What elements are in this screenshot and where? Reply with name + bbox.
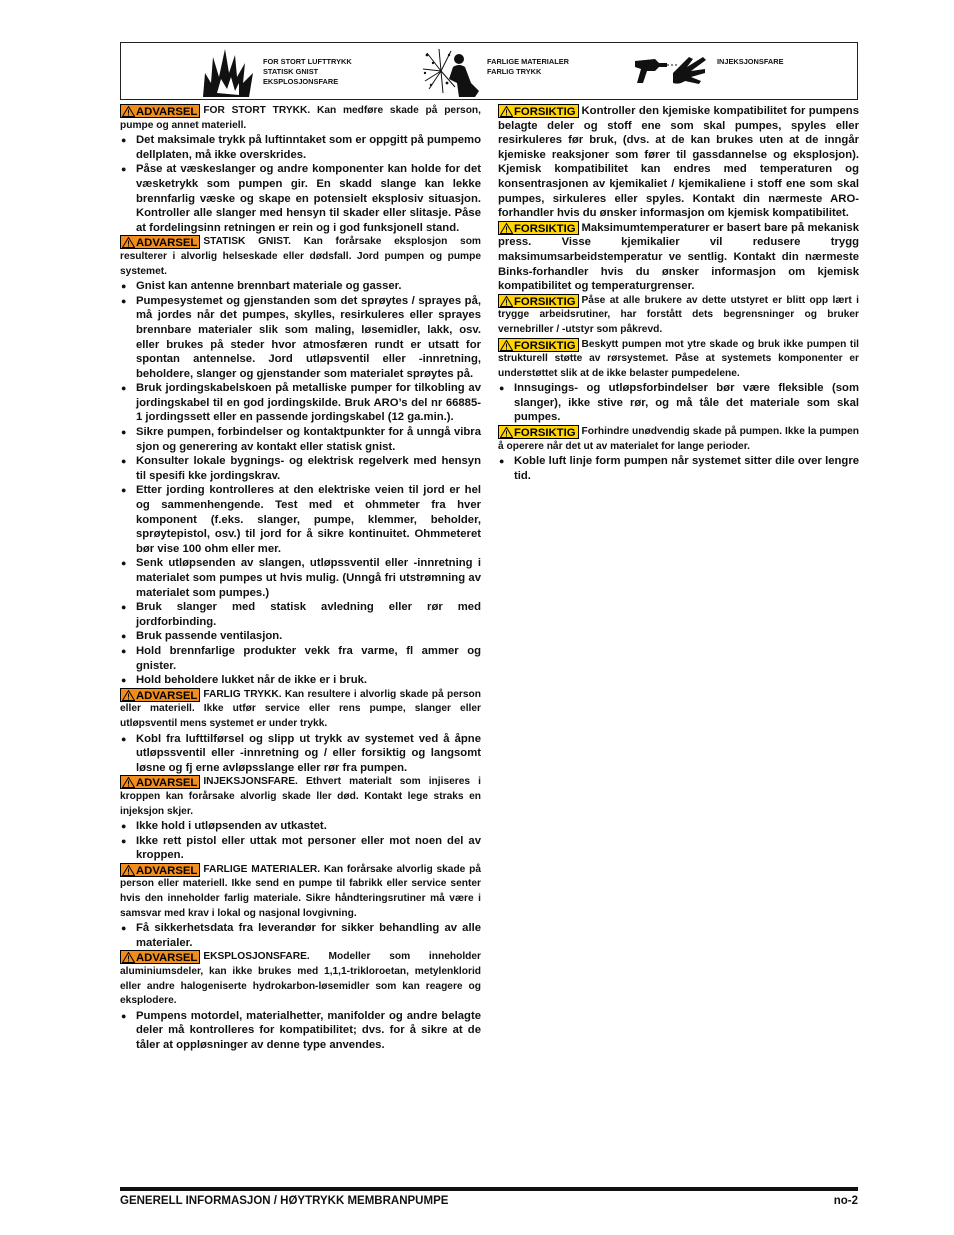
warning-triangle-icon — [122, 106, 135, 117]
warning-badge: ADVARSEL — [120, 950, 200, 964]
list-item: ● Etter jording kontrolleres at den elektriske veien til jord er hel og sammenhengende. Test med et ohmmeter fra hver komponent (f.eks. slanger, pumpe, klemmer, beholder, sprøytepistol, osv.) til jord for å sikre kontinuitet. Ohmmeteret bør vise 100 ohm eller mer. — [120, 483, 481, 556]
footer-rule — [120, 1187, 858, 1191]
hazardous-materials-icon — [419, 43, 481, 99]
dry-run-list — [498, 454, 859, 483]
caution-badge: FORSIKTIG — [498, 338, 579, 352]
list-item: ● Påse at væskeslanger og andre komponenter kan holde for det væsketrykk som pumpen gir. En skadd slange kan lekke brennfarlig væske og skape en potensielt eksplosiv situasjon. Kontroller alle slanger med hensyn til skader eller slitasje. Påse at fordelingsinn retningen er rein og i god funksjonell stand. — [120, 162, 481, 235]
caution-protect-pump: FORSIKTIG Beskytt pumpen mot ytre skade og bruk ikke pumpen til strukturell støtte av rørsystemet. Påse at systemets komponenter er understøttet slik at de ikke belaster pumpedelene. — [498, 338, 859, 379]
injection-list — [120, 819, 481, 863]
overpressure-list — [120, 133, 481, 235]
list-item: ● Kobl fra lufttilførsel og slipp ut trykk av systemet ved å åpne utløpssventil eller -innretning og / eller forsiktig og langsomt løsne og fj erne avløpsslange eller rør fra pumpen. — [120, 732, 481, 776]
list-item: ● Hold beholdere lukket når de ikke er i bruk. — [120, 673, 481, 688]
caution-chemical-compatibility: FORSIKTIG Kontroller den kjemiske kompatibilitet for pumpens belagte deler og stoff ene som skal pumpes, spyles eller resirkuleres før bruk, (dvs. at de kan brukes uten at de inngår kjemiske reaksjoner som fører til gassdannelse og eksplosjon). Kjemisk kompatibilitet kan endres med temperaturen og konsentrasjonen av kjemikaliet / kjemikaliene i stoff ene som skal pumpes, sirkuleres eller spyles. Kontakt din nærmeste ARO-forhandler hvis du ønsker informasjon om kjemisk kompatibilitet. — [498, 105, 859, 220]
caution-badge: FORSIKTIG — [498, 104, 579, 118]
caution-triangle-icon — [500, 427, 513, 438]
list-item: ● Pumpesystemet og gjenstanden som det sprøytes / sprayes på, må jordes når det pumpes, skylles, resirkuleres eller sprayes brennbare materialer slik som maling, løsemidler, lakk, osv. eller brukes på steder hvor atmosfæren rundt er utsatt for spontan antennelse. Jord utløpsventil eller -innretning, beholdere, slanger og gjenstander som materialet sprøytes på. — [120, 294, 481, 382]
warning-static-spark: ADVARSEL STATISK GNIST. Kan forårsake eksplosjon som resulterer i alvorlig helseskade eller dødsfall. Jord pumpen og pumpe systemet. — [120, 236, 481, 277]
left-column — [120, 104, 481, 1053]
caution-dry-run: FORSIKTIG Forhindre unødvendig skade på pumpen. Ikke la pumpen å operere når det ut av materialet for lange perioder. — [498, 426, 859, 452]
caution-triangle-icon — [500, 296, 513, 307]
warning-badge: ADVARSEL — [120, 775, 200, 789]
warning-badge: ADVARSEL — [120, 688, 200, 702]
list-item: ● Bruk slanger med statisk avledning eller rør med jordforbinding. — [120, 600, 481, 629]
warning-triangle-icon — [122, 865, 135, 876]
list-item: ● Senk utløpsenden av slangen, utløpssventil eller -innretning i materialet som pumpes ut hvis mulig. (Unngå fri utstrømning av materialet som pumpes.) — [120, 556, 481, 600]
caution-triangle-icon — [500, 223, 513, 234]
injection-hazard-icon — [633, 43, 709, 99]
warning-badge: ADVARSEL — [120, 235, 200, 249]
page-number: no-2 — [833, 1195, 858, 1207]
hazmat-labels: FARLIGE MATERIALER FARLIG TRYKK — [487, 57, 569, 76]
list-item: ● Få sikkerhetsdata fra leverandør for sikker behandling av alle materialer. — [120, 921, 481, 950]
warning-hazardous-materials: ADVARSEL FARLIGE MATERIALER. Kan forårsake alvorlig skade på person eller materiell. Ikke send en pumpe til fabrikk eller service senter hvis den inneholder farlig materiale. Sikre håndteringsrutiner må være i samsvar med krav i lokal og nasjonal lovgivning. — [120, 863, 481, 919]
caution-triangle-icon — [500, 340, 513, 351]
caution-max-temperature: FORSIKTIG Maksimumtemperaturer er basert bare på mekanisk press. Visse kjemikalier vil redusere trygg maksimumsarbeidstemperatur ve sentlig. Kontakt din nærmeste Binks-forhandler hvis du ønsker informasjon om kjemisk kompatibilitet og temperaturgrenser. — [498, 221, 859, 293]
warning-triangle-icon — [122, 237, 135, 248]
warning-triangle-icon — [122, 777, 135, 788]
list-item: ● Bruk passende ventilasjon. — [120, 629, 481, 644]
caution-badge: FORSIKTIG — [498, 425, 579, 439]
warning-injection: ADVARSEL INJEKSJONSFARE. Ethvert materialt som injiseres i kroppen kan forårsake alvorlig skade ller død. Kontakt lege straks en injeksjon skjer. — [120, 776, 481, 817]
warning-explosion: ADVARSEL EKSPLOSJONSFARE. Modeller som inneholder aluminiumsdeler, kan ikke brukes med 1,1,1-trikloroetan, metylenklorid eller andre halogeniserte hydrokarbon-løsemidler som kan reagere og eksplodere. — [120, 951, 481, 1007]
list-item: ● Innsugings- og utløpsforbindelser bør være fleksible (som slanger), ikke stive rør, og må tåle det materiale som skal pumpes. — [498, 381, 859, 425]
list-item: ● Ikke rett pistol eller uttak mot personer eller mot noen del av kroppen. — [120, 834, 481, 863]
list-item: ● Pumpens motordel, materialhetter, manifolder og andre belagte deler må kontrolleres for kompatibilitet; dvs. for å sikre at de tåler at oppløsninger av denne type anvendes. — [120, 1009, 481, 1053]
list-item: ● Hold brennfarlige produkter vekk fra varme, fl ammer og gnister. — [120, 644, 481, 673]
right-column — [498, 104, 859, 483]
list-item: ● Sikre pumpen, forbindelser og kontaktpunkter for å unngå vibra sjon og generering av kontakt eller statisk gnist. — [120, 425, 481, 454]
list-item: ● Bruk jordingskabelskoen på metalliske pumper for tilkobling av jordingskabel til en god jordingskilde. Bruk ARO’s del nr 66885-1 jordingssett eller en passende jordingskabel (12 ga.min.). — [120, 381, 481, 425]
list-item: ● Det maksimale trykk på luftinntaket som er oppgitt på pumpemo dellplaten, må ikke overskrides. — [120, 133, 481, 162]
pressure-list — [120, 732, 481, 776]
warning-overpressure: ADVARSEL FOR STORT TRYKK. Kan medføre skade på person, pumpe og annet materiell. — [120, 105, 481, 131]
hazard-symbols-header — [120, 42, 858, 100]
hazardous-materials-list — [120, 921, 481, 950]
caution-triangle-icon — [500, 106, 513, 117]
list-item: ● Koble luft linje form pumpen når systemet sitter dile over lengre tid. — [498, 454, 859, 483]
warning-badge: ADVARSEL — [120, 863, 200, 877]
explosion-hazard-labels: FOR STORT LUFTTRYKK STATISK GNIST EKSPLOSJONSFARE — [263, 57, 352, 86]
injection-hazard-label: INJEKSJONSFARE — [717, 57, 784, 66]
footer-title: GENERELL INFORMASJON / HØYTRYKK MEMBRANPUMPE — [120, 1195, 449, 1207]
protect-pump-list — [498, 381, 859, 425]
warning-pressure: ADVARSEL FARLIG TRYKK. Kan resultere i alvorlig skade på person eller materiell. Ikke utfør service eller rens pumpe, slanger eller utløpsventil mens systemet er under trykk. — [120, 688, 481, 729]
list-item: ● Ikke hold i utløpsenden av utkastet. — [120, 819, 481, 834]
caution-training: FORSIKTIG Påse at alle brukere av dette utstyret er blitt opp lært i trygge arbeidsrutiner, har forstått dets begrensninger og bruker vernebriller / -utstyr som påkrevd. — [498, 294, 859, 335]
list-item: ● Konsulter lokale bygnings- og elektrisk regelverk med hensyn til spesifi kke jordingskrav. — [120, 454, 481, 483]
static-spark-list — [120, 279, 481, 688]
list-item: ● Gnist kan antenne brennbart materiale og gasser. — [120, 279, 481, 294]
warning-triangle-icon — [122, 690, 135, 701]
caution-badge: FORSIKTIG — [498, 221, 579, 235]
explosion-icon — [199, 43, 257, 99]
explosion-list — [120, 1009, 481, 1053]
warning-triangle-icon — [122, 952, 135, 963]
caution-badge: FORSIKTIG — [498, 294, 579, 308]
warning-badge: ADVARSEL — [120, 104, 200, 118]
